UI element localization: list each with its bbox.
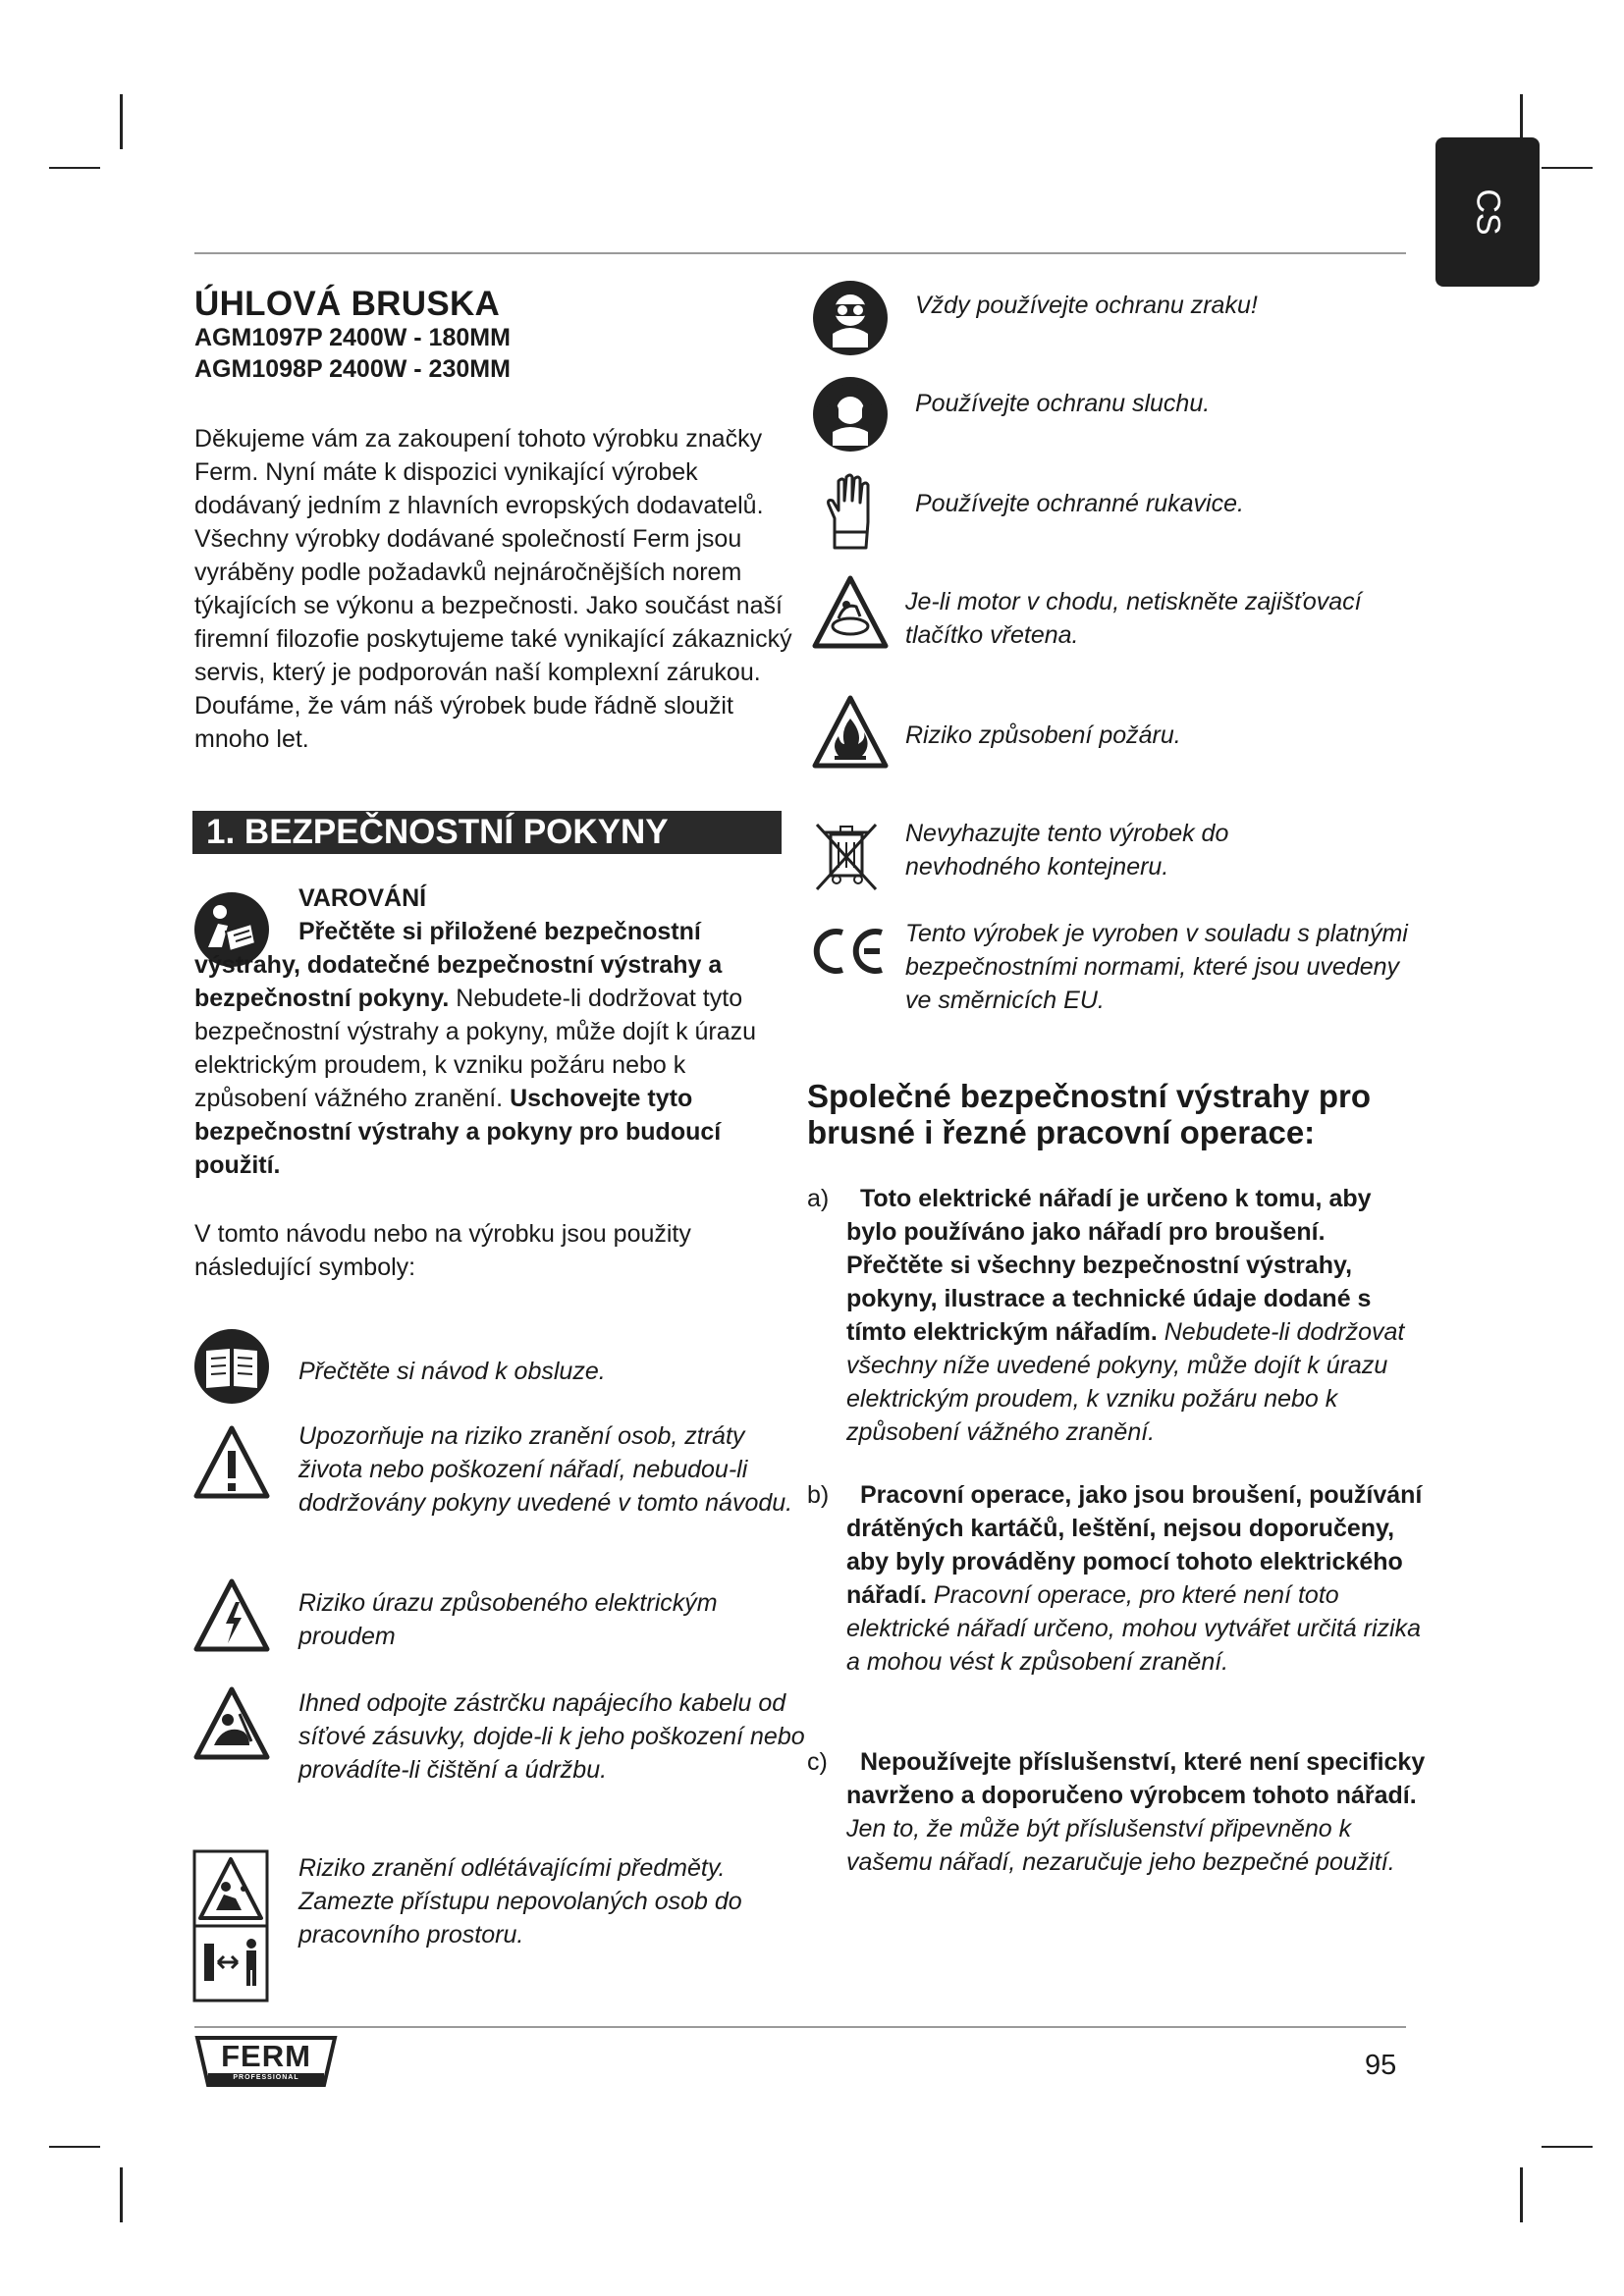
- symbol-text: Je-li motor v chodu, netiskněte zajišťovací tlačítko vřetena.: [905, 588, 1362, 649]
- list-letter: a): [807, 1185, 830, 1212]
- ferm-logo: [194, 2032, 338, 2091]
- symbol-text: Vždy používejte ochranu zraku!: [915, 292, 1258, 319]
- list-item: [846, 1478, 1426, 1679]
- crop-mark: [1542, 167, 1593, 169]
- list-letter: c): [807, 1748, 828, 1776]
- warning-triangle-icon: [192, 1423, 271, 1502]
- weee-bin-icon: [811, 821, 882, 895]
- warning-bold-text: Přečtěte si přiložené bezpečnostní výstrahy, dodatečné bezpečnostní výstrahy a bezpečnostní pokyny.: [194, 918, 723, 1012]
- symbol-text: Upozorňuje na riziko zranění osob, ztráty života nebo poškození nářadí, nebudou-li dodržovány pokyny uvedené v tomto návodu.: [298, 1422, 793, 1517]
- ferm-logo-text: FERM: [221, 2039, 311, 2073]
- section-heading-bar: 1. BEZPEČNOSTNÍ POKYNY: [192, 811, 782, 854]
- crop-mark: [49, 167, 100, 169]
- warning-paragraph: [194, 915, 797, 1182]
- crop-mark: [120, 2167, 123, 2222]
- electric-shock-icon: [192, 1576, 271, 1655]
- crop-mark: [1542, 2146, 1593, 2148]
- ear-protection-icon: [811, 375, 890, 454]
- symbol-text: Riziko způsobení požáru.: [905, 721, 1181, 749]
- symbol-text: Riziko zranění odlétávajícími předměty. Zamezte přístupu nepovolaných osob do pracovního prostoru.: [298, 1854, 742, 1949]
- symbol-text: Přečtěte si návod k obsluze.: [298, 1358, 606, 1385]
- crop-mark: [49, 2146, 100, 2148]
- symbol-text: Tento výrobek je vyroben v souladu s platnými bezpečnostními normami, které jsou uvedeny ve směrnicích EU.: [905, 920, 1408, 1014]
- ferm-logo-subtext: PROFESSIONAL: [233, 2074, 299, 2081]
- model-line: AGM1098P 2400W - 230MM: [194, 355, 511, 383]
- eye-protection-icon: [811, 279, 890, 357]
- symbol-text: Ihned odpojte zástrčku napájecího kabelu od síťové zásuvky, dojde-li k jeho poškození nebo provádíte-li čištění a údržbu.: [298, 1689, 805, 1784]
- fire-hazard-icon: [811, 693, 890, 772]
- page-number: 95: [1365, 2050, 1397, 2081]
- crop-mark: [120, 94, 123, 149]
- section2-heading: Společné bezpečnostní výstrahy pro brusné i řezné pracovní operace:: [807, 1078, 1371, 1150]
- symbol-text: Používejte ochranu sluchu.: [915, 390, 1211, 417]
- symbols-intro: V tomto návodu nebo na výrobku jsou použity následující symboly:: [194, 1220, 691, 1281]
- bottom-rule: [194, 2026, 1406, 2028]
- flying-objects-icon: [192, 1849, 269, 2002]
- warning-text: Nebudete-li dodržovat tyto bezpečnostní výstrahy a pokyny, může dojít k úrazu elektrickým proudem, k vzniku požáru nebo k způsobení vážného zranění.: [194, 985, 757, 1112]
- list-item-text: Jen to, že může být příslušenství připevněno k vašemu nářadí, nezaručuje jeho bezpečné použití.: [846, 1815, 1395, 1876]
- warning-label: VAROVÁNÍ: [298, 884, 427, 912]
- intro-text: Děkujeme vám za zakoupení tohoto výrobku značky Ferm. Nyní máte k dispozici vynikající výrobek dodávaný jedním z hlavních evropských dodavatelů. Všechny výrobky dodávané společností Ferm jsou vyráběny podle požadavků nejnáročnějších norem týkajících se výkonu a bezpečnosti. Jako součást naší firemní filozofie poskytujeme také vynikající zákaznický servis, který je podporován naší komplexní zárukou. Doufáme, že vám náš výrobek bude řádně sloužit mnoho let.: [194, 425, 792, 753]
- list-item-bold: Toto elektrické nářadí je určeno k tomu, aby bylo používáno jako nářadí pro broušení. Přečtěte si všechny bezpečnostní výstrahy, pokyny, ilustrace a technické údaje dodané s tímto elektrickým nářadím.: [846, 1185, 1372, 1346]
- spindle-lock-icon: [811, 573, 890, 652]
- list-item-text: Nebudete-li dodržovat všechny níže uvedené pokyny, může dojít k úrazu elektrickým proudem, k vzniku požáru nebo k způsobení vážného zranění.: [846, 1318, 1405, 1446]
- list-item-text: Pracovní operace, pro které není toto elektrické nářadí určeno, mohou vytvářet určitá rizika a mohou vést k způsobení zranění.: [846, 1581, 1421, 1676]
- language-tab: [1435, 137, 1540, 287]
- list-letter: b): [807, 1481, 830, 1509]
- symbol-text: Riziko úrazu způsobeného elektrickým proudem: [298, 1589, 718, 1650]
- list-item: [846, 1182, 1426, 1449]
- top-rule: [194, 252, 1406, 254]
- symbol-text: Nevyhazujte tento výrobek do nevhodného kontejneru.: [905, 820, 1229, 881]
- gloves-icon: [821, 471, 880, 550]
- page-title: ÚHLOVÁ BRUSKA: [194, 285, 501, 323]
- model-line: AGM1097P 2400W - 180MM: [194, 324, 511, 351]
- crop-mark: [1520, 2167, 1523, 2222]
- symbol-text: Používejte ochranné rukavice.: [915, 490, 1244, 517]
- ce-mark-icon: [809, 927, 888, 976]
- language-tab-label: CS: [1469, 188, 1507, 236]
- list-item-bold: Pracovní operace, jako jsou broušení, používání drátěných kartáčů, leštění, nejsou doporučeny, aby byly prováděny pomocí tohoto elektrického nářadí.: [846, 1481, 1423, 1609]
- warning-keep-text: Uschovejte tyto bezpečnostní výstrahy a pokyny pro budoucí použití.: [194, 1085, 722, 1179]
- list-item-bold: Nepoužívejte příslušenství, které není specificky navrženo a doporučeno výrobcem tohoto nářadí.: [846, 1748, 1426, 1809]
- list-item: [846, 1745, 1426, 1879]
- manual-book-icon: [192, 1327, 271, 1406]
- unplug-icon: [192, 1684, 271, 1763]
